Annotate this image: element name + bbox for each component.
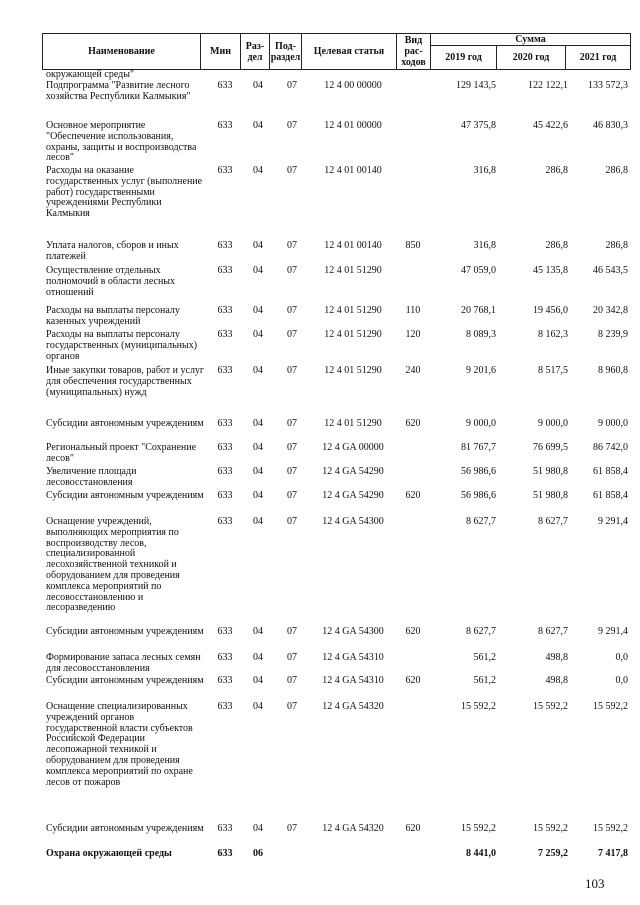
row-sum-2021: 9 000,0	[598, 418, 628, 429]
row-sum-2019: 81 767,7	[461, 442, 496, 453]
row-ministry: 633	[217, 80, 233, 91]
row-sum-2020: 286,8	[545, 240, 568, 251]
row-sum-2020: 498,8	[545, 652, 568, 663]
row-ministry: 633	[217, 305, 233, 316]
row-target-article: 12 4 01 51290	[324, 305, 382, 316]
row-subsection: 07	[287, 652, 297, 663]
row-ministry: 633	[217, 418, 233, 429]
row-target-article: 12 4 GA 54300	[322, 516, 384, 527]
row-ministry: 633	[217, 329, 233, 340]
header-min: Мин	[201, 34, 241, 70]
row-expense-type: 620	[405, 675, 421, 686]
row-name: Субсидии автономным учреждениям	[46, 418, 204, 429]
row-sum-2021: 46 830,3	[593, 120, 628, 131]
row-target-article: 12 4 GA 54310	[322, 652, 384, 663]
row-sum-2020: 8 627,7	[538, 516, 568, 527]
header-name: Наименование	[43, 34, 201, 70]
row-sum-2021: 133 572,3	[588, 80, 628, 91]
row-name: Осуществление отдельных полномочий в области лесных отношений	[46, 265, 176, 298]
row-sum-2021: 286,8	[605, 240, 628, 251]
row-expense-type: 620	[405, 490, 421, 501]
row-sum-2020: 45 422,6	[533, 120, 568, 131]
row-sum-2021: 61 858,4	[593, 466, 628, 477]
row-sum-2020: 498,8	[545, 675, 568, 686]
row-sum-2019: 56 986,6	[461, 490, 496, 501]
row-sum-2019: 8 089,3	[466, 329, 496, 340]
row-sum-2021: 9 291,4	[598, 626, 628, 637]
row-ministry: 633	[217, 626, 233, 637]
row-ministry: 633	[217, 265, 233, 276]
row-sum-2020: 15 592,2	[533, 701, 568, 712]
row-section: 04	[253, 329, 263, 340]
row-ministry: 633	[217, 466, 233, 477]
row-sum-2021: 86 742,0	[593, 442, 628, 453]
row-ministry: 633	[217, 442, 233, 453]
row-sum-2020: 8 517,5	[538, 365, 568, 376]
row-section: 04	[253, 418, 263, 429]
header-year-2019: 2019 год	[431, 46, 497, 70]
row-sum-2021: 8 960,8	[598, 365, 628, 376]
row-ministry: 633	[217, 365, 233, 376]
row-name: Формирование запаса лесных семян для лесовосстановления	[46, 652, 201, 674]
header-target-article: Целевая статья	[302, 34, 397, 70]
row-sum-2019: 8 441,0	[466, 848, 496, 859]
row-ministry: 633	[217, 823, 233, 834]
row-sum-2020: 19 456,0	[533, 305, 568, 316]
row-sum-2019: 316,8	[473, 240, 496, 251]
row-section: 04	[253, 516, 263, 527]
row-name: Расходы на выплаты персоналу казенных учреждений	[46, 305, 180, 327]
row-subsection: 07	[287, 165, 297, 176]
row-expense-type: 620	[405, 626, 421, 637]
row-section: 04	[253, 165, 263, 176]
row-name: Субсидии автономным учреждениям	[46, 675, 204, 686]
row-section: 04	[253, 652, 263, 663]
header-expense-type: Вид рас-ходов	[397, 34, 431, 70]
row-name: Оснащение учреждений, выполняющих мероприятия по воспроизводству лесов, специализированной лесохозяйственной техникой и оборудованием для проведения комплекса мероприятий по лесовосстановлению и лесоразведению	[46, 516, 180, 614]
row-target-article: 12 4 GA 54320	[322, 701, 384, 712]
row-sum-2020: 51 980,8	[533, 466, 568, 477]
row-section: 04	[253, 442, 263, 453]
row-section: 04	[253, 305, 263, 316]
row-sum-2020: 9 000,0	[538, 418, 568, 429]
row-sum-2021: 15 592,2	[593, 701, 628, 712]
row-name: Расходы на оказание государственных услуг (выполнение работ) государственными учреждениями Республики Калмыкия	[46, 165, 203, 220]
row-sum-2019: 9 201,6	[466, 365, 496, 376]
row-target-article: 12 4 GA 54320	[322, 823, 384, 834]
row-section: 04	[253, 365, 263, 376]
row-subsection: 07	[287, 329, 297, 340]
row-sum-2020: 286,8	[545, 165, 568, 176]
row-ministry: 633	[217, 120, 233, 131]
row-ministry: 633	[217, 240, 233, 251]
row-section: 04	[253, 490, 263, 501]
row-target-article: 12 4 01 51290	[324, 265, 382, 276]
row-subsection: 07	[287, 80, 297, 91]
row-sum-2020: 45 135,8	[533, 265, 568, 276]
table-header	[42, 33, 631, 70]
row-subsection: 07	[287, 265, 297, 276]
row-target-article: 12 4 01 51290	[324, 329, 382, 340]
row-subsection: 07	[287, 305, 297, 316]
row-name: Оснащение специализированных учреждений органов государственной власти субъектов Российской Федерации лесопожарной техникой и оборудованием для проведения комплекса мероприятий по охране лесов от пожаров	[46, 701, 193, 788]
row-name: Субсидии автономным учреждениям	[46, 823, 204, 834]
row-sum-2019: 561,2	[473, 652, 496, 663]
row-subsection: 07	[287, 675, 297, 686]
row-target-article: 12 4 GA 54290	[322, 466, 384, 477]
row-ministry: 633	[217, 675, 233, 686]
row-section: 04	[253, 675, 263, 686]
row-sum-2019: 129 143,5	[456, 80, 496, 91]
row-sum-2020: 51 980,8	[533, 490, 568, 501]
row-name: Подпрограмма "Развитие лесного хозяйства Республики Калмыкия"	[46, 80, 191, 102]
row-name: Уплата налогов, сборов и иных платежей	[46, 240, 179, 262]
row-sum-2021: 8 239,9	[598, 329, 628, 340]
row-expense-type: 120	[405, 329, 421, 340]
row-ministry: 633	[217, 165, 233, 176]
row-sum-2020: 76 699,5	[533, 442, 568, 453]
row-section: 06	[253, 848, 263, 859]
header-sum: Сумма	[431, 34, 631, 46]
row-name: Расходы на выплаты персоналу государственных (муниципальных) органов	[46, 329, 198, 362]
row-expense-type: 620	[405, 823, 421, 834]
row-name: Иные закупки товаров, работ и услуг для обеспечения государственных (муниципальных) нужд	[46, 365, 205, 398]
row-sum-2020: 15 592,2	[533, 823, 568, 834]
row-target-article: 12 4 GA 00000	[322, 442, 384, 453]
row-sum-2019: 20 768,1	[461, 305, 496, 316]
row-name: Субсидии автономным учреждениям	[46, 626, 204, 637]
row-ministry: 633	[217, 848, 233, 859]
row-sum-2020: 7 259,2	[538, 848, 568, 859]
row-expense-type: 620	[405, 418, 421, 429]
header-razdel: Раз-дел	[241, 34, 270, 70]
row-section: 04	[253, 626, 263, 637]
row-sum-2019: 15 592,2	[461, 823, 496, 834]
row-subsection: 07	[287, 120, 297, 131]
row-subsection: 07	[287, 418, 297, 429]
row-subsection: 07	[287, 365, 297, 376]
row-sum-2021: 61 858,4	[593, 490, 628, 501]
row-subsection: 07	[287, 466, 297, 477]
row-sum-2019: 8 627,7	[466, 626, 496, 637]
row-expense-type: 110	[405, 305, 421, 316]
row-subsection: 07	[287, 240, 297, 251]
row-section: 04	[253, 120, 263, 131]
row-name: окружающей среды"	[46, 69, 135, 80]
row-sum-2021: 7 417,8	[598, 848, 628, 859]
row-target-article: 12 4 01 00000	[324, 120, 382, 131]
row-section: 04	[253, 265, 263, 276]
row-sum-2020: 8 627,7	[538, 626, 568, 637]
row-sum-2019: 47 059,0	[461, 265, 496, 276]
row-subsection: 07	[287, 701, 297, 712]
row-sum-2021: 20 342,8	[593, 305, 628, 316]
row-sum-2019: 561,2	[473, 675, 496, 686]
row-target-article: 12 4 GA 54300	[322, 626, 384, 637]
row-name: Увеличение площади лесовосстановления	[46, 466, 137, 488]
row-sum-2021: 0,0	[615, 652, 628, 663]
row-subsection: 07	[287, 516, 297, 527]
row-target-article: 12 4 GA 54310	[322, 675, 384, 686]
row-sum-2021: 9 291,4	[598, 516, 628, 527]
row-sum-2019: 316,8	[473, 165, 496, 176]
row-section: 04	[253, 823, 263, 834]
row-section: 04	[253, 466, 263, 477]
row-name: Основное мероприятие "Обеспечение использования, охраны, защиты и воспроизводства лесов"	[46, 120, 197, 164]
row-subsection: 07	[287, 823, 297, 834]
row-ministry: 633	[217, 490, 233, 501]
row-sum-2019: 56 986,6	[461, 466, 496, 477]
row-sum-2021: 0,0	[615, 675, 628, 686]
page-number: 103	[585, 876, 605, 891]
row-target-article: 12 4 01 00140	[324, 165, 382, 176]
row-sum-2020: 122 122,1	[528, 80, 568, 91]
row-target-article: 12 4 01 51290	[324, 365, 382, 376]
row-target-article: 12 4 GA 54290	[322, 490, 384, 501]
row-ministry: 633	[217, 516, 233, 527]
row-sum-2021: 46 543,5	[593, 265, 628, 276]
row-sum-2019: 8 627,7	[466, 516, 496, 527]
row-subsection: 07	[287, 626, 297, 637]
row-sum-2021: 15 592,2	[593, 823, 628, 834]
row-name: Субсидии автономным учреждениям	[46, 490, 204, 501]
header-podrazdel: Под-раздел	[270, 34, 302, 70]
row-subsection: 07	[287, 490, 297, 501]
row-sum-2021: 286,8	[605, 165, 628, 176]
header-year-2020: 2020 год	[497, 46, 566, 70]
row-target-article: 12 4 01 51290	[324, 418, 382, 429]
row-sum-2019: 9 000,0	[466, 418, 496, 429]
row-section: 04	[253, 701, 263, 712]
row-section: 04	[253, 240, 263, 251]
row-subsection: 07	[287, 442, 297, 453]
header-year-2021: 2021 год	[566, 46, 631, 70]
row-sum-2020: 8 162,3	[538, 329, 568, 340]
row-ministry: 633	[217, 701, 233, 712]
row-target-article: 12 4 00 00000	[324, 80, 382, 91]
row-name: Охрана окружающей среды	[46, 848, 172, 859]
row-expense-type: 240	[405, 365, 421, 376]
row-name: Региональный проект "Сохранение лесов"	[46, 442, 197, 464]
row-ministry: 633	[217, 652, 233, 663]
row-expense-type: 850	[405, 240, 421, 251]
row-target-article: 12 4 01 00140	[324, 240, 382, 251]
row-sum-2019: 15 592,2	[461, 701, 496, 712]
row-section: 04	[253, 80, 263, 91]
row-sum-2019: 47 375,8	[461, 120, 496, 131]
